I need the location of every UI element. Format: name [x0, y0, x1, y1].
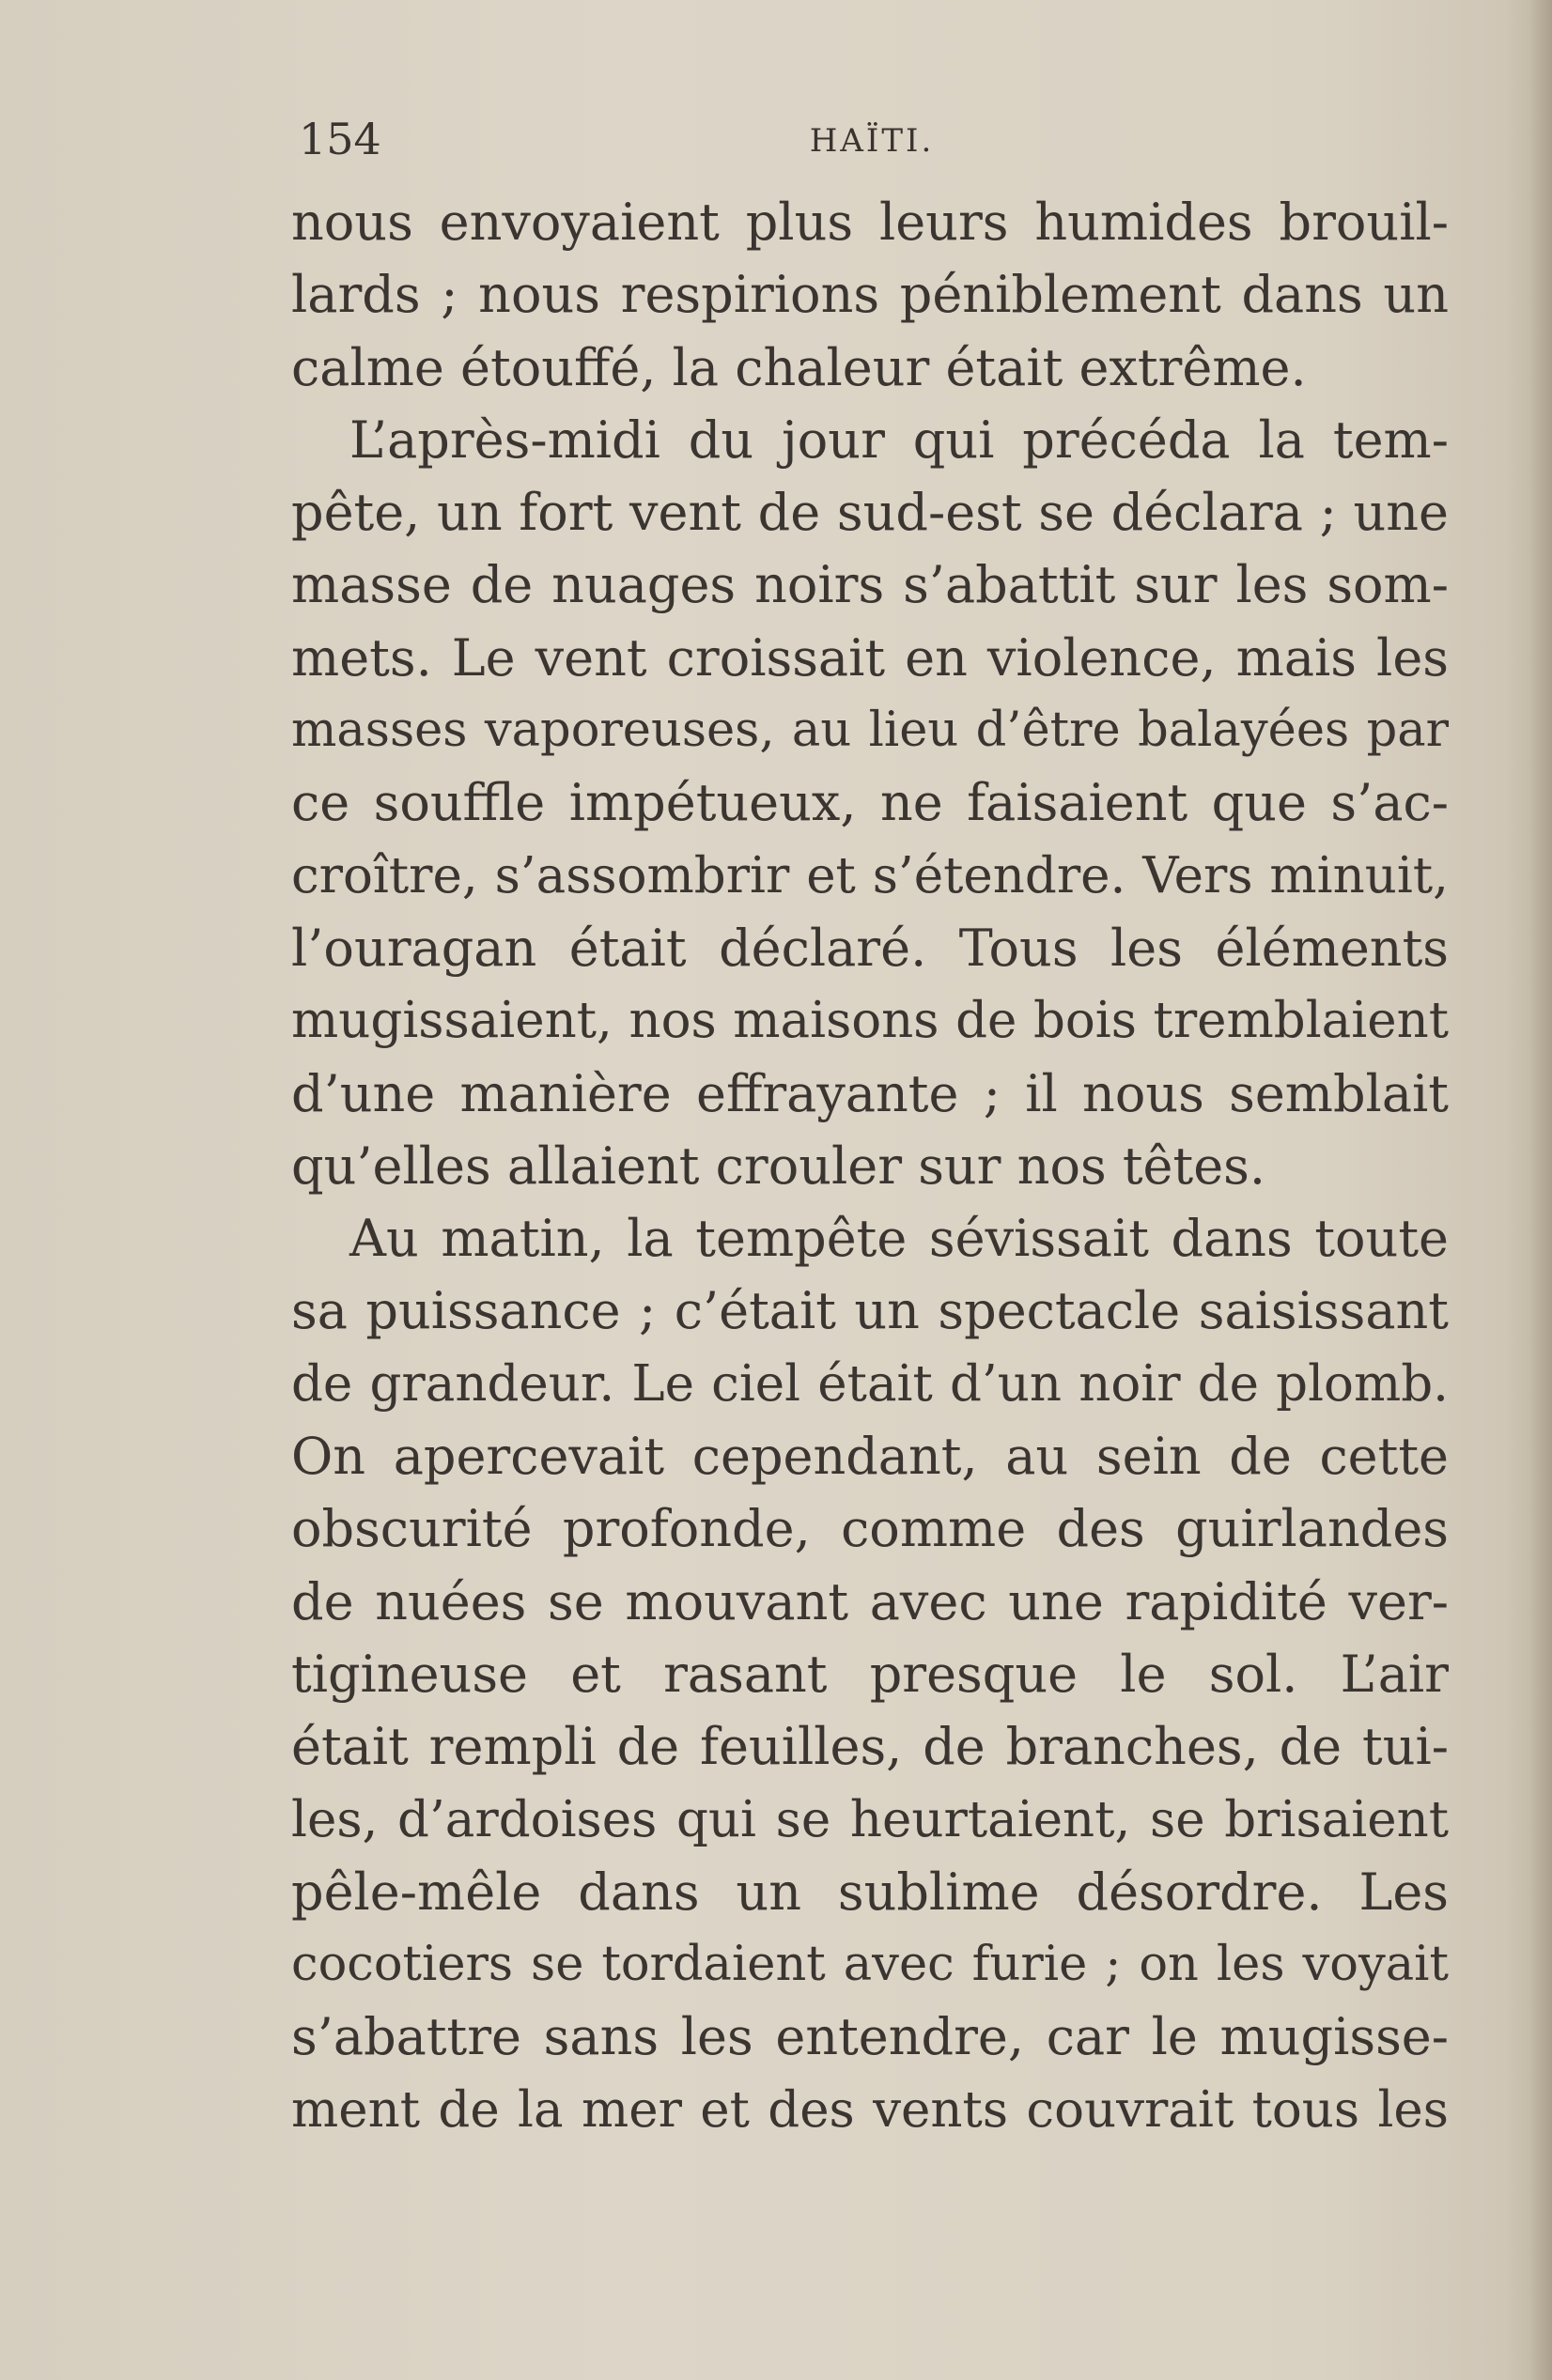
text-line: l’ouragan était déclaré. Tous les éléments — [291, 918, 1449, 978]
text-line: obscurité profonde, comme des guirlandes — [291, 1499, 1449, 1559]
page-edge-shadow — [1529, 0, 1552, 2380]
text-line: nous envoyaient plus leurs humides brouil- — [291, 193, 1449, 252]
text-line: de nuées se mouvant avec une rapidité ver- — [291, 1571, 1449, 1631]
text-line: sa puissance ; c’était un spectacle saisissant — [291, 1281, 1449, 1341]
text-line: tigineuse et rasant presque le sol. L’air — [291, 1644, 1449, 1704]
text-line: pêle-mêle dans un sublime désordre. Les — [291, 1862, 1449, 1922]
text-line: L’après-midi du jour qui précéda la tem- — [349, 410, 1449, 470]
text-line: calme étouffé, la chaleur était extrême. — [291, 337, 1307, 397]
page-number: 154 — [299, 114, 381, 164]
text-line: d’une manière effrayante ; il nous semblait — [291, 1063, 1449, 1123]
text-line: lards ; nous respirions péniblement dans un — [291, 265, 1449, 325]
text-line: s’abattre sans les entendre, car le mugisse- — [291, 2007, 1449, 2067]
body-text — [291, 186, 1449, 2146]
text-line: mugissaient, nos maisons de bois tremblaient — [291, 992, 1449, 1050]
text-line: était rempli de feuilles, de branches, de tui- — [291, 1717, 1449, 1777]
text-line: Au matin, la tempête sévissait dans toute — [349, 1209, 1449, 1269]
page-header — [299, 111, 1445, 167]
text-line: mets. Le vent croissait en violence, mais les — [291, 627, 1449, 688]
text-line: masses vaporeuses, au lieu d’être balayées par — [291, 703, 1449, 759]
text-line: masse de nuages noirs s’abattit sur les som- — [291, 555, 1449, 615]
text-line: pête, un fort vent de sud-est se déclara ; une — [291, 483, 1449, 543]
running-title: HAÏTI. — [809, 122, 935, 160]
text-line: On apercevait cependant, au sein de cette — [291, 1427, 1449, 1487]
text-line: ce souffle impétueux, ne faisaient que s’ac- — [291, 773, 1449, 833]
text-line: les, d’ardoises qui se heurtaient, se brisaient — [291, 1790, 1449, 1848]
text-line: ment de la mer et des vents couvrait tous les — [291, 2080, 1449, 2139]
text-line: croître, s’assombrir et s’étendre. Vers minuit, — [291, 846, 1449, 904]
text-line: cocotiers se tordaient avec furie ; on les voyait — [291, 1937, 1449, 1993]
text-line: de grandeur. Le ciel était d’un noir de plomb. — [291, 1354, 1449, 1413]
text-line: qu’elles allaient crouler sur nos têtes. — [291, 1136, 1266, 1196]
